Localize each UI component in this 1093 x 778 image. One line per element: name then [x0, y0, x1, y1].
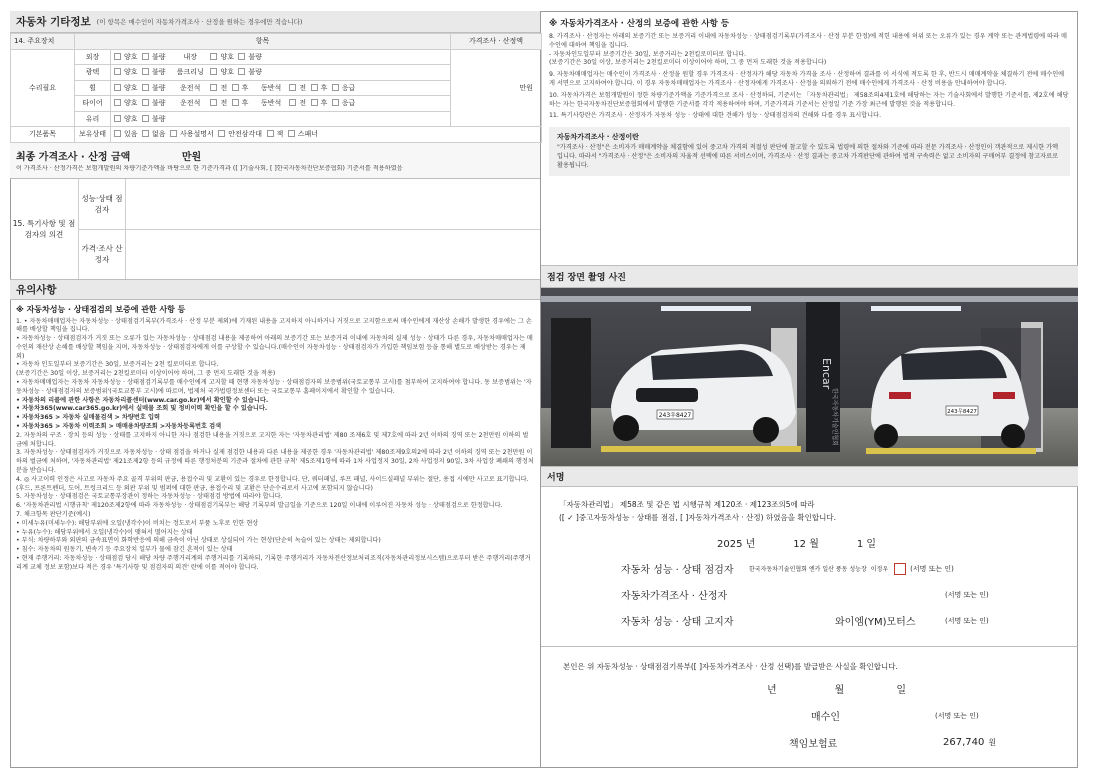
list-item: • 자동차365(www.car365.go.kr)에서 실매물 조회 및 정비이력 확인을 할 수 있습니다. — [16, 405, 268, 413]
part-options: 양호 불량 룸크리닝 양호 불량 — [111, 65, 451, 81]
list-item: • 자동차365 > 자동차 실매물검색 > 차량번호 입력 — [16, 414, 160, 422]
caution-list — [16, 318, 534, 573]
list-item: • 부식: 차량하부와 외판의 금속표면이 화학반응에 의해 금속이 아닌 상태로 상실되어 가는 현상(단순히 녹슬어 있는 상태는 제외합니다) — [16, 537, 381, 545]
list-item: • 자동차매매업자는 자동차 자동차성능 · 상태점검기록부를 매수인에게 고지할 때 현행 자동차성능 · 상태점검자의 보증범위(국토교통부 고시)를 첨부하여 고지하여야 합니다. 동 보증범위는 '자동차성능 · 상태점검자의 보증범위'(국토교통부 고시)에 따르며, 법제처 국가법령정보센터 또는 국토교통부 홈페이지에서 확인할 수 있습니다. — [16, 379, 532, 395]
list-item: • 누유(누수): 해당부위에서 오일(냉각수)이 맺혀서 떨어지는 상태 — [16, 528, 193, 536]
list-item: 2. 자동차의 구조 · 장치 등의 성능 · 상태를 고지하지 아니한 자나 점검한 내용을 거짓으로 고지한 자는 '자동차관리법' 제80 조제6호 및 제7호에 따라 2년 이하의 징역 또는 2천만원 이하의 벌금에 처합니다. — [16, 431, 529, 448]
col-header-item: 항목 — [75, 34, 451, 50]
checkbox[interactable] — [210, 99, 217, 106]
photo-header — [541, 266, 1078, 288]
warranty-list — [549, 33, 1070, 121]
col-header-price: 가격조사 · 산정액 — [451, 34, 542, 50]
part-name: 외장 — [75, 49, 111, 65]
seal-stamp-icon — [894, 563, 906, 575]
list-item: 10. 자동차가격은 보험개발원이 정한 차량기준가액을 기준가격으로 조사 · 산정하되, 기준서는 「자동차관리법」 제58조의4제1호에 해당하는 자는 기술사회에서 발행한 기준서를, 제2호에 해당하는 자는 한국자동차진단보증협회에서 발행한 기준서를 각각 적용하여야 하며, 기준가격과 기준서는 산정일 기준 가장 최근에 발행된 것을 적용합니다. — [549, 91, 1069, 108]
perf-inspector-label: 성능·상태 점검자 — [79, 179, 125, 230]
list-item: 3. 자동차성능 · 상태점검자가 거짓으로 자동차성능 · 상태 점검을 하거나 실제 점검한 내용과 다른 내용을 제공한 경우 '자동차관리법' 제80조제9호의2에 따라 2년 이하의 징역 또는 2천만원 이하의 벌금에 처하며, '자동차관리법' 제21조제2항 등의 규정에 따른 행정처분의 기준과 절차에 관한 규칙' 제5조제1항에 따라 1차 사업정지 30일, 2차 사업정지 90일, 3차 사업장 폐쇄의 행정처분을 받습니다. — [16, 449, 534, 475]
list-item: • 자동차 인도일부터 보증기간은 30일, 보증거리는 2천 킬로미터로 합니다. — [16, 361, 219, 369]
basic-label: 기본품목 — [11, 127, 75, 143]
checkbox[interactable] — [142, 53, 149, 60]
checkbox[interactable] — [267, 130, 274, 137]
row-label: 14. 주요장치 — [11, 34, 75, 50]
sign-mark: (서명 또는 인) — [945, 590, 989, 599]
basic-state: 보유상태 — [75, 127, 111, 143]
price-assessor-label: 자동차가격조사 · 산정자 — [621, 591, 728, 602]
checkbox[interactable] — [332, 99, 339, 106]
part-row — [11, 49, 542, 65]
definition-title: 자동차가격조사 · 산정이란 — [557, 133, 639, 142]
price-unit: 만원 — [451, 49, 542, 127]
definition-box — [549, 127, 1070, 175]
list-item: 11. 특기사항란은 가격조사 · 산정자가 자동차 성능 · 상태에 대한 견해가 성능 · 상태점검자의 견해와 다를 경우 표시합니다. — [549, 112, 882, 120]
insurance-unit: 원 — [988, 738, 997, 747]
checkbox[interactable] — [289, 84, 296, 91]
list-item: 1. • 자동차매매업자는 자동차성능 · 상태점검기록부(가격조사 · 산정 부분 제외)에 기재된 내용을 고지하지 아니하거나 거짓으로 고지함으로써 매수인에게 재산상 손해가 발생한 경우에는 그 손해를 배상할 책임을 집니다. — [16, 317, 532, 334]
buyer-row — [563, 708, 1064, 723]
sign-mark: (서명 또는 인) — [910, 564, 954, 573]
signature-header — [541, 467, 1078, 487]
law-text: 「자동차관리법」 제58조 및 같은 법 시행규칙 제120조 · 제123조의5에 따라 — [559, 500, 815, 509]
checkbox[interactable] — [210, 53, 217, 60]
list-item: (후드, 프론트펜더, 도어, 트렁크리드 등 외판 부위 및 범퍼에 대한 판금, 용접수리 및 교환은 단순수리로서 사고에 포함되지 않습니다) — [16, 484, 373, 492]
list-item: - 자동차인도일부터 보증기간은 30일, 보증거리는 2천킬로미터로 합니다. — [549, 50, 747, 58]
inspector-name: 한국자동차기술인협회 엔카 일산 풍동 성능장 — [749, 566, 867, 573]
insurance-label: 책임보험료 — [789, 739, 838, 750]
final-amount-desc: 이 가격조사 · 산정가격은 보험개발원의 차량기준가액을 바탕으로 한 기준가격과 ([ ]기술사회, [ ]한국자동차진단보증협회) 기준서를 적용하였음 — [16, 164, 403, 172]
license-plate-rear: 243우8427 — [947, 409, 977, 415]
checkbox[interactable] — [218, 130, 225, 137]
list-item: 5. 자동차성능 · 상태점검은 국토교통부장관이 정하는 자동차성능 · 상태점검 방법에 따라야 합니다. — [16, 493, 283, 501]
right-column — [541, 11, 1078, 768]
list-item: 4. ◎ 사고이력 인정은 사고로 자동차 주요 골격 부위의 판금, 용접수리 및 교환이 있는 경우로 한정합니다. 단, 쿼터패널, 루프 패널, 사이드실패널 부위는 절단, 용접 시에만 사고로 표기합니다. — [16, 475, 529, 483]
notifier-name: 와이엠(YM)모터스 — [835, 617, 916, 628]
law-text-2: ([ ✓ ]중고자동차성능 · 상태를 점검, [ ]자동차가격조사 · 산정) 하였음을 확인합니다. — [559, 513, 836, 522]
sign-mark: (서명 또는 인) — [935, 711, 979, 720]
part-options: 양호 불량 — [111, 111, 451, 127]
checkbox[interactable] — [210, 84, 217, 91]
section-title: 자동차 기타정보 — [16, 16, 91, 28]
checkbox[interactable] — [114, 84, 121, 91]
list-item: • 자동차성능 · 상태점검자가 거짓 또는 오류가 있는 자동차성능 · 상태점검 내용을 제공하여 아래의 보증기간 또는 보증거리 이내에 자동차의 실제 성능 · 상태가 다른 경우, 자동차매매업자는 매수인의 재산상 손해를 배상할 책임을 지며, 자동차성능 · 상태점검자에게 이를 구상할 수 있습니다.(매수인이 자동차성능 · 상태점검자가 가입한 책임보험 등을 통해 별도로 배상받는 경우는 제외) — [16, 335, 533, 360]
list-item: • 미세누유(미세누수): 해당부위에 오일(냉각수)이 비치는 정도로서 부품 노후로 인한 현상 — [16, 519, 259, 527]
part-name: 유리 — [75, 111, 111, 127]
inspector-row — [559, 561, 1064, 576]
buyer-month: 월 — [834, 685, 845, 696]
sign-mark: (서명 또는 인) — [945, 616, 989, 625]
checkbox[interactable] — [114, 130, 121, 137]
checkbox[interactable] — [114, 115, 121, 122]
caution-header — [10, 280, 540, 300]
part-options: 양호 불량 내장 양호 불량 — [111, 49, 451, 65]
final-amount-title: 최종 가격조사 · 산정 금액 — [16, 151, 131, 163]
list-item: • 자동차365 > 자동차 이력조회 > 매매용차량조회 >자동차등록번호 검색 — [16, 423, 222, 431]
checkbox[interactable] — [232, 99, 239, 106]
list-item: 9. 자동차매매업자는 매수인이 가격조사 · 산정을 원할 경우 가격조사 · 산정자가 해당 자동차 가격을 조사 · 산정하여 결과를 이 서식에 적도록 한 후, 반드시 매매계약을 체결하기 전에 매수인에게 서면으로 고지하여야 합니다. 이 경우 자동차매매업자는 가격조사 · 산정자에게 가격조사 · 산정을 의뢰하기 전에 매수인에게 가격조사 · 산정 비용을 안내하여야 합니다. — [549, 71, 1065, 87]
part-name: 광택 — [75, 65, 111, 81]
signature-section — [541, 487, 1078, 647]
price-assessor-row — [559, 587, 1064, 602]
section-note: (이 항목은 매수인이 자동차가격조사 · 산정을 원하는 경우에만 적습니다) — [96, 18, 303, 26]
checkbox[interactable] — [170, 130, 177, 137]
list-item: • 현재 주행거리: 자동차성능 · 상태점검 당시 해당 차량 주행거리계의 주행거리를 기록하되, 기록한 주행거리가 자동차전산정보처리조직(자동차관리정보시스템)으로부터 받은 주행거리(주행거리계 교체 정보 포함)보다 적은 경우 '특기사항 및 점검자의 의견' 란에 이를 적어야 합니다. — [16, 555, 531, 571]
wall-logo: Encar — [820, 358, 833, 390]
checkbox[interactable] — [232, 84, 239, 91]
insurance-value: 267,740 — [943, 737, 985, 748]
price-assessor-label: 가격·조사 산정자 — [81, 244, 123, 264]
license-plate: 243우8427 — [658, 412, 692, 419]
checkbox[interactable] — [332, 84, 339, 91]
section-header-other-info — [10, 11, 540, 33]
checkbox[interactable] — [142, 68, 149, 75]
inspection-photo — [541, 288, 1078, 467]
checkbox[interactable] — [114, 68, 121, 75]
part-options: 양호 불량 운전석 전 후 동반석 전 후 응급 — [111, 96, 451, 112]
checkbox[interactable] — [114, 99, 121, 106]
buyer-year: 년 — [767, 685, 777, 696]
opinion-section — [10, 179, 540, 280]
inspection-photo-image — [541, 288, 1078, 466]
basic-options: 있음 없음 사용설명서 안전삼각대 잭 스패너 — [111, 127, 542, 143]
repair-label: 수리필요 — [11, 49, 75, 127]
notifier-row — [559, 613, 1064, 628]
basic-items-row — [11, 127, 542, 143]
buyer-confirm-text: 본인은 위 자동차성능 · 상태점검기록부([ ]자동차가격조사 · 산정 선택)를 발급받은 사실을 확인합니다. — [563, 662, 898, 671]
checkbox[interactable] — [142, 130, 149, 137]
buyer-label: 매수인 — [811, 712, 840, 723]
warranty-section — [541, 11, 1078, 266]
warranty-title: ※ 자동차가격조사 · 산정의 보증에 관한 사항 등 — [549, 19, 730, 29]
checkbox[interactable] — [311, 99, 318, 106]
insurance-row — [563, 735, 1064, 750]
sign-day: 1 일 — [856, 539, 877, 550]
caution-subtitle: ※ 자동차성능 · 상태점검의 보증에 관한 사항 등 — [16, 304, 186, 314]
buyer-day: 일 — [896, 685, 907, 696]
checkbox[interactable] — [288, 130, 295, 137]
caution-title: 유의사항 — [16, 283, 57, 296]
notifier-label: 자동차 성능 · 상태 고지자 — [621, 617, 734, 628]
equipment-table — [10, 33, 542, 143]
part-name: 휠 — [75, 80, 111, 96]
checkbox[interactable] — [114, 53, 121, 60]
part-options: 양호 불량 운전석 전 후 동반석 전 후 응급 — [111, 80, 451, 96]
checkbox[interactable] — [311, 84, 318, 91]
checkbox[interactable] — [142, 84, 149, 91]
checkbox[interactable] — [210, 68, 217, 75]
final-amount-section — [10, 143, 540, 179]
list-item: 6. '자동차관리법 시행규칙' 제120조제2항에 따라 자동차성능 · 상태점검기록부는 해당 기록부의 발급일을 기준으로 120일 이내에 이루어진 자동차 성능 · 상태점검으로 한정합니다. — [16, 502, 503, 510]
checkbox[interactable] — [238, 53, 245, 60]
inspector-label: 자동차 성능 · 상태 점검자 — [621, 565, 734, 576]
caution-body — [10, 300, 540, 573]
sign-month: 12 월 — [793, 539, 819, 550]
list-item: 7. 체크항목 판단기준(예시) — [16, 511, 91, 519]
wall-caption: 한국자동차기술인협회 — [831, 388, 838, 446]
price-opinion-field[interactable] — [126, 230, 540, 279]
buyer-confirm-section — [541, 647, 1078, 750]
photo-title: 점검 장면 촬영 사진 — [547, 273, 626, 283]
checkbox[interactable] — [142, 99, 149, 106]
list-item: • 침수: 자동차의 원동기, 변속기 등 주요장치 일부가 물에 잠긴 흔적이 있는 상태 — [16, 546, 233, 554]
checkbox[interactable] — [238, 68, 245, 75]
final-amount-unit: 만원 — [181, 151, 202, 163]
sign-year: 2025 년 — [717, 539, 756, 550]
list-item: • 자동차의 리콜에 관한 사항은 자동차리콜센터(www.car.go.kr)에서 확인할 수 있습니다. — [16, 396, 269, 404]
part-name: 타이어 — [75, 96, 111, 112]
perf-opinion-field[interactable] — [126, 179, 540, 230]
checkbox[interactable] — [289, 99, 296, 106]
sign-date — [559, 535, 1064, 550]
checkbox[interactable] — [142, 115, 149, 122]
left-column — [10, 11, 541, 768]
list-item: (보증기간은 30일 이상, 보증거리는 2천킬로미터 이상이어야 하며, 그 중 먼저 도래한 것을 적용합니다) — [549, 59, 827, 67]
signature-title: 서명 — [547, 473, 565, 483]
definition-text: "가격조사 · 산정"은 소비자가 매매계약을 체결함에 있어 중고차 가격의 적절성 판단에 참고할 수 있도록 법령에 의한 절차와 기준에 따라 전문 가격조사 · 산정인이 객관적으로 제시한 가액입니다. 따라서 "가격조사 · 산정"은 소비자의 자율적 선택에 따른 서비스이며, 가격조사 · 산정 결과는 중고차 가격판단에 관하여 법적 구속력은 없고 소비자의 구매여부 결정에 참고자료로 활용됩니다. — [557, 144, 1059, 169]
inspector-person: 이정우 — [870, 566, 889, 573]
list-item: 8. 가격조사 · 산정자는 아래의 보증기간 또는 보증거리 이내에 자동차성능 · 상태점검기록부(가격조사 · 산정 부분 한정)에 적힌 내용에 허위 또는 오류가 있는 경우 계약 또는 관계법령에 따라 매수인에 대하여 책임을 집니다. — [549, 33, 1068, 49]
opinion-label: 15. 특기사항 및 점검자의 의견 — [10, 179, 79, 279]
buyer-date — [563, 681, 1064, 696]
list-item: (보증기간은 30일 이상, 보증거리는 2천킬로미터 이상이어야 하며, 그 중 먼저 도래한 것을 적용) — [16, 370, 276, 378]
